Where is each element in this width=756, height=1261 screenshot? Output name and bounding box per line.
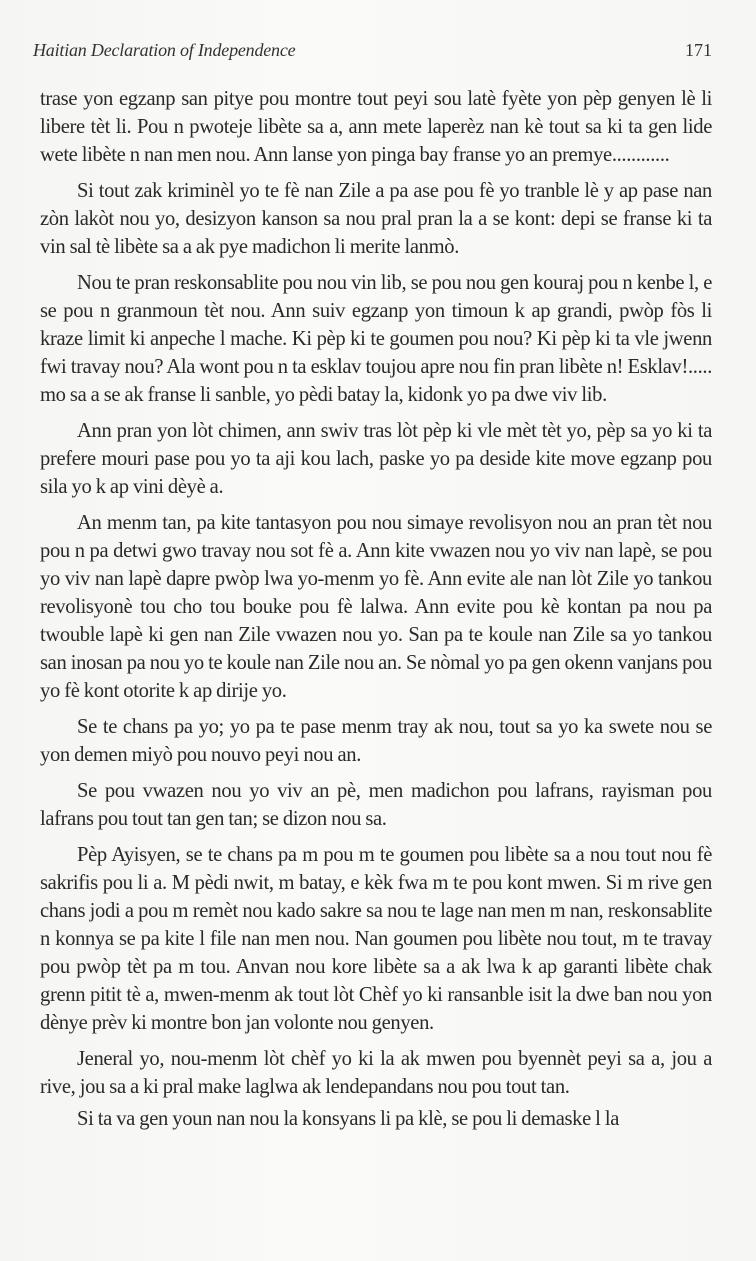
body-text — [40, 85, 712, 1141]
paragraph: Nou te pran reskonsablite pou nou vin lib, se pou nou gen kouraj pou n kenbe l, e se pou n granmoun tèt nou. Ann suiv egzanp yon timoun k ap grandi, pwòp fòs li kraze limit ki anpeche l mache. Ki pèp ki te goumen pou nou? Ki pèp ki ta vle jwenn fwi travay nou? Ala wont pou n ta esklav toujou apre nou fin pran libète n! Esklav!..... mo sa a se ak franse li sanble, yo pèdi batay la, kidonk yo pa dwe viv lib. — [40, 272, 712, 406]
running-head — [33, 40, 712, 66]
page-number: 171 — [685, 40, 712, 60]
paragraph: Se pou vwazen nou yo viv an pè, men madichon pou lafrans, rayisman pou lafrans pou tout tan gen tan; se dizon nou sa. — [40, 780, 712, 830]
paragraph-continuation: trase yon egzanp san pitye pou montre tout peyi sou latè fyète yon pèp genyen lè li libere tèt li. Pou n pwoteje libète sa a, ann mete laperèz nan kè tout sa ki ta gen lide wete libète n nan men nou. Ann lanse yon pinga bay franse yo an premye............ — [40, 88, 712, 166]
paragraph: Jeneral yo, nou-menm lòt chèf yo ki la ak mwen pou byennèt peyi sa a, jou a rive, jou sa a ki pral make laglwa ak lendepandans nou pou tout tan. — [40, 1048, 712, 1098]
paragraph: Pèp Ayisyen, se te chans pa m pou m te goumen pou libète sa a nou tout nou fè sakrifis pou li a. M pèdi nwit, m batay, e kèk fwa m te pou kont mwen. Si m rive gen chans jodi a pou m remèt nou kado sakre sa nou te lage nan men m nan, reskonsablite n konnya se pa kite l file nan men nou. Nan goumen pou libète nou tout, m te travay pou pwòp tèt pa m tou. Anvan nou kore libète sa a ak lwa k ap garanti libète chak grenn pitit tè a, mwen-menm ak tout lòt Chèf yo ki ransanble isit la dwe ban nou yon dènye prèv ki montre bon jan volonte nou genyen. — [40, 844, 712, 1034]
paragraph: Si ta va gen youn nan nou la konsyans li pa klè, se pou li demaske l la — [77, 1108, 620, 1130]
paragraph: An menm tan, pa kite tantasyon pou nou simaye revolisyon nou an pran tèt nou pou n pa detwi gwo travay nou sot fè a. Ann kite vwazen nou yo viv nan lapè, se pou yo viv nan lapè dapre pwòp lwa yo-menm yo fè. Ann evite ale nan lòt Zile yo tankou revolisyonè tou cho tou bouke pou fè lalwa. Ann evite pou kè kontan pa nou pa twouble lapè ki gen nan Zile vwazen nou yo. San pa te koule nan Zile sa yo tankou san inosan pa nou yo te koule nan Zile nou an. Se nòmal yo pa gen okenn vanjans pou yo fè kont otorite k ap dirije yo. — [40, 512, 712, 702]
paragraph: Si tout zak kriminèl yo te fè nan Zile a pa ase pou fè yo tranble lè y ap pase nan zòn lakòt nou yo, desizyon kanson sa nou pral pran la a se kont: depi se franse ki ta vin sal tè libète sa a ak pye madichon li merite lanmò. — [40, 180, 712, 258]
paragraph: Ann pran yon lòt chimen, ann swiv tras lòt pèp ki vle mèt tèt yo, pèp sa yo ki ta prefere mouri pase pou yo ta aji kou lach, paske yo pa deside kite move egzanp pou sila yo k ap vini dèyè a. — [40, 420, 712, 498]
paragraph: Se te chans pa yo; yo pa te pase menm tray ak nou, tout sa yo ka swete nou se yon demen miyò pou nouvo peyi nou an. — [40, 716, 712, 766]
running-title: Haitian Declaration of Independence — [33, 40, 296, 60]
